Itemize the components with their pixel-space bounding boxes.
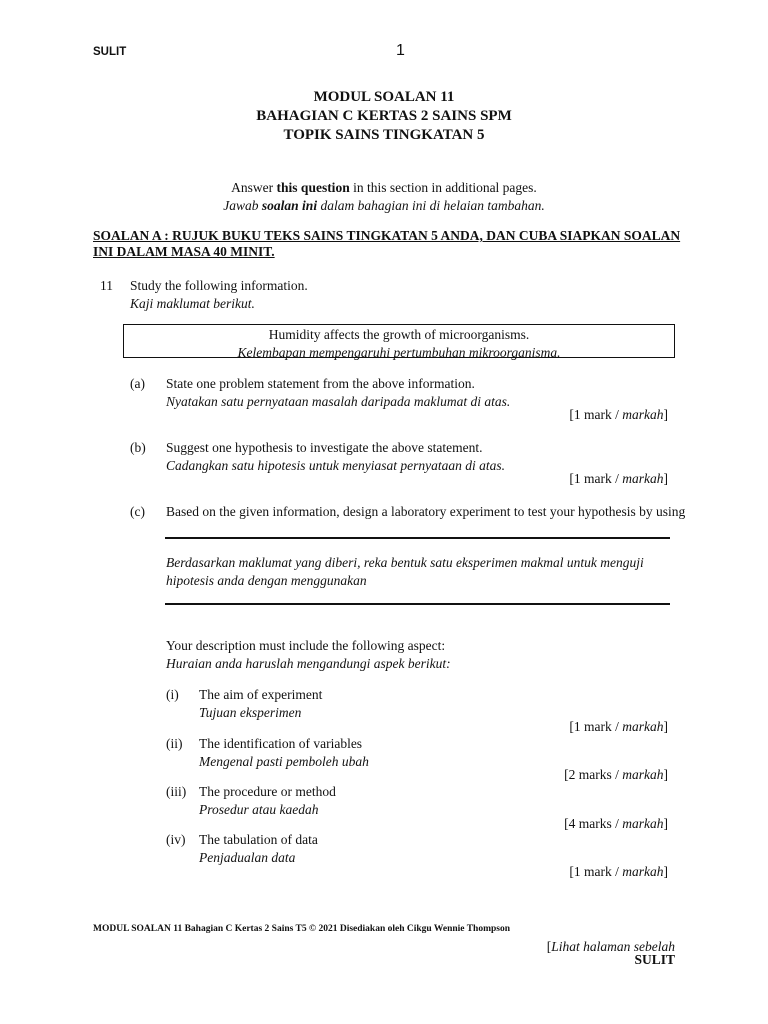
- subpart-iii-marks-pre: [4 marks /: [564, 816, 619, 831]
- subpart-iv-marks-post: ]: [663, 864, 668, 879]
- question-intro-ms: Kaji maklumat berikut.: [130, 296, 255, 311]
- subpart-ii-ms: Mengenal pasti pemboleh ubah: [199, 754, 369, 769]
- subpart-iv-marks: [470, 863, 668, 881]
- part-a-text: [166, 375, 510, 411]
- subpart-iv-marks-pre: [1 mark /: [569, 864, 619, 879]
- part-c-label: (c): [130, 504, 145, 519]
- instructions: [0, 179, 768, 215]
- footer-credit: MODUL SOALAN 11 Bahagian C Kertas 2 Sains T5 © 2021 Disediakan oleh Cikgu Wennie Thompson: [93, 924, 511, 934]
- section-a-line-2: INI DALAM MASA 40 MINIT.: [93, 244, 275, 259]
- part-a-marks-it: markah: [622, 407, 664, 422]
- subpart-i-label: (i): [166, 687, 179, 702]
- header-sulit: SULIT: [93, 46, 127, 58]
- instruction-ms-bold: soalan ini: [261, 198, 318, 213]
- subpart-iv-ms: Penjadualan data: [199, 850, 296, 865]
- part-a-marks-pre: [1 mark /: [569, 407, 619, 422]
- instruction-ms-post: dalam bahagian ini di helaian tambahan.: [320, 198, 545, 213]
- subpart-iii-label: (iii): [166, 784, 187, 799]
- title-line-1: MODUL SOALAN 11: [313, 89, 455, 105]
- part-b-en: Suggest one hypothesis to investigate the above statement.: [166, 440, 483, 455]
- subpart-i-marks-pre: [1 mark /: [569, 719, 619, 734]
- part-a-label: (a): [130, 376, 145, 391]
- subpart-iii-marks-post: ]: [663, 816, 668, 831]
- part-a-marks: [470, 406, 668, 424]
- subpart-i-marks-post: ]: [663, 719, 668, 734]
- page-number: 1: [396, 42, 405, 59]
- section-a-line-1: SOALAN A : RUJUK BUKU TEKS SAINS TINGKATAN 5 ANDA, DAN CUBA SIAPKAN SOALAN: [93, 228, 681, 243]
- subpart-iv-en: The tabulation of data: [199, 832, 318, 847]
- part-c-en: Based on the given information, design a laboratory experiment to test your hypothesis by using: [166, 504, 686, 519]
- subpart-i-ms: Tujuan eksperimen: [199, 705, 302, 720]
- part-c-ms-line-2: hipotesis anda dengan menggunakan: [166, 573, 367, 588]
- information-box: [123, 324, 675, 358]
- question-number: 11: [100, 278, 113, 293]
- subpart-ii-en: The identification of variables: [199, 736, 363, 751]
- title-line-3: TOPIK SAINS TINGKATAN 5: [283, 127, 485, 143]
- part-b-marks-it: markah: [622, 471, 664, 486]
- subpart-ii-text: [199, 735, 369, 771]
- information-box-en: Humidity affects the growth of microorganisms.: [268, 327, 530, 342]
- divider-line: [165, 603, 670, 605]
- subpart-ii-marks-post: ]: [663, 767, 668, 782]
- subpart-ii-label: (ii): [166, 736, 183, 751]
- part-c-ms-line-1: Berdasarkan maklumat yang diberi, reka bentuk satu eksperimen makmal untuk menguji: [166, 555, 644, 570]
- instruction-en-bold: this question: [276, 180, 350, 195]
- instruction-ms-pre: Jawab: [223, 198, 259, 213]
- footer-sulit: SULIT: [634, 952, 675, 967]
- subpart-iii-marks: [470, 815, 668, 833]
- part-a-ms: Nyatakan satu pernyataan masalah daripada maklumat di atas.: [166, 394, 511, 409]
- aspect-intro: [166, 637, 451, 673]
- footer-next-pre: [: [546, 939, 552, 954]
- subpart-i-marks-it: markah: [622, 719, 664, 734]
- subpart-ii-marks: [470, 766, 668, 784]
- instruction-en-post: in this section in additional pages.: [353, 180, 537, 195]
- part-c-ms: [166, 554, 644, 590]
- part-b-ms: Cadangkan satu hipotesis untuk menyiasat pernyataan di atas.: [166, 458, 505, 473]
- part-b-text: [166, 439, 505, 475]
- subpart-ii-marks-it: markah: [622, 767, 664, 782]
- part-b-marks-post: ]: [663, 471, 668, 486]
- part-b-label: (b): [130, 440, 146, 455]
- instruction-en: [0, 179, 768, 197]
- question-intro: [130, 277, 308, 313]
- question-intro-en: Study the following information.: [130, 278, 308, 293]
- subpart-iv-marks-it: markah: [622, 864, 664, 879]
- subpart-i-en: The aim of experiment: [199, 687, 323, 702]
- part-b-marks: [470, 470, 668, 488]
- subpart-i-marks: [470, 718, 668, 736]
- subpart-iii-text: [199, 783, 336, 819]
- instruction-ms: [0, 197, 768, 215]
- subpart-iv-label: (iv): [166, 832, 186, 847]
- subpart-iv-text: [199, 831, 318, 867]
- subpart-iii-ms: Prosedur atau kaedah: [199, 802, 319, 817]
- section-a-heading: [93, 228, 680, 260]
- part-a-marks-post: ]: [663, 407, 668, 422]
- subpart-ii-marks-pre: [2 marks /: [564, 767, 619, 782]
- part-a-en: State one problem statement from the above information.: [166, 376, 475, 391]
- subpart-iii-en: The procedure or method: [199, 784, 336, 799]
- title-line-2: BAHAGIAN C KERTAS 2 SAINS SPM: [256, 108, 512, 124]
- footer-next-it: Lihat halaman sebelah: [551, 939, 675, 954]
- aspect-ms: Huraian anda haruslah mengandungi aspek berikut:: [166, 656, 451, 671]
- aspect-en: Your description must include the following aspect:: [166, 638, 446, 653]
- instruction-en-pre: Answer: [231, 180, 274, 195]
- divider-line: [165, 537, 670, 539]
- part-b-marks-pre: [1 mark /: [569, 471, 619, 486]
- information-box-ms: Kelembapan mempengaruhi pertumbuhan mikroorganisma.: [237, 345, 561, 360]
- subpart-iii-marks-it: markah: [622, 816, 664, 831]
- subpart-i-text: [199, 686, 322, 722]
- page-title: [0, 88, 768, 145]
